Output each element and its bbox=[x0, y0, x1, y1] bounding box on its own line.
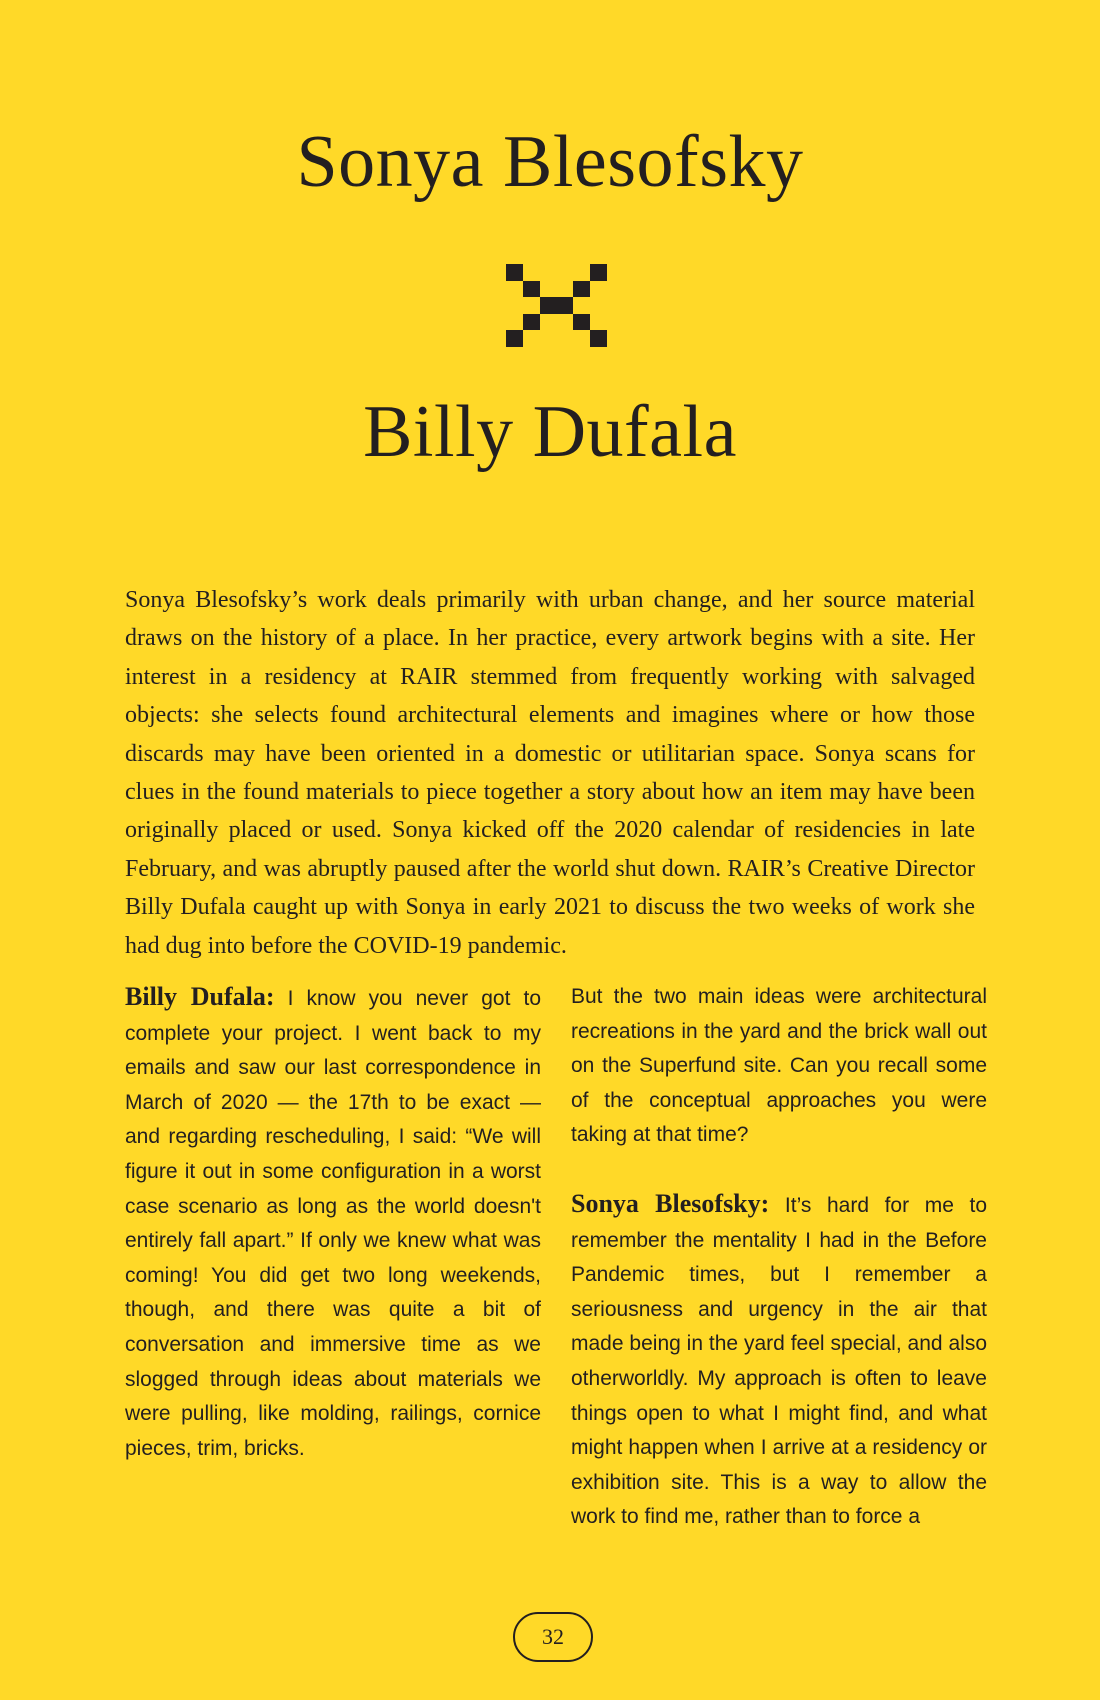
page-number: 32 bbox=[513, 1612, 593, 1662]
question-continued-overflow: But the two main ideas were architectural recreations in the yard and the brick wall out on the Superfund site. Can you recall some of the conceptual approaches you were taking at that time? bbox=[571, 985, 987, 1147]
intro-paragraph: Sonya Blesofsky’s work deals primarily with urban change, and her source material draws on the history of a place. In her practice, every artwork begins with a site. Her interest in a residency at RAIR stemmed from frequently working with salvaged objects: she selects found architectural elements and imagines where or how those discards may have been oriented in a domestic or utilitarian space. Sonya scans for clues in the found materials to piece together a story about how an item may have been originally placed or used. Sonya kicked off the 2020 calendar of residencies in late February, and was abruptly paused after the world shut down. RAIR’s Creative Director Billy Dufala caught up with Sonya in early 2021 to discuss the two weeks of work she had dug into before the COVID-19 pandemic. bbox=[125, 587, 975, 959]
interview-column-right bbox=[571, 980, 987, 1535]
title-billy-dufala: Billy Dufala bbox=[363, 391, 737, 473]
speaker-name: Billy Dufala: bbox=[125, 982, 275, 1011]
question-paragraph bbox=[125, 980, 541, 1466]
interview-column-left bbox=[125, 980, 541, 1466]
answer-text: It’s hard for me to remember the mentality I had in the Before Pandemic times, but I remember a seriousness and urgency in the air that made being in the yard feel special, and also otherworldly. My approach is often to leave things open to what I might find, and what might happen when I arrive at a residency or exhibition site. This is a way to allow the work to find me, rather than to force a bbox=[571, 1193, 987, 1529]
question-text: I know you never got to complete your project. I went back to my emails and saw our last correspondence in March of 2020 — the 17th to be exact — and regarding rescheduling, I said: “We will figure it out in some configuration in a worst case scenario as long as the world doesn't entirely fall apart.” If only we knew what was coming! You did get two long weekends, though, and there was quite a bit of conversation and immersive time as we slogged through ideas about materials we were pulling, like molding, railings, cornice pieces, trim, bricks. bbox=[125, 987, 541, 1460]
speaker-name: Sonya Blesofsky: bbox=[571, 1188, 770, 1218]
title-sonya-blesofsky: Sonya Blesofsky bbox=[296, 121, 804, 203]
pixel-x-icon bbox=[506, 264, 607, 347]
answer-paragraph bbox=[571, 1187, 987, 1535]
